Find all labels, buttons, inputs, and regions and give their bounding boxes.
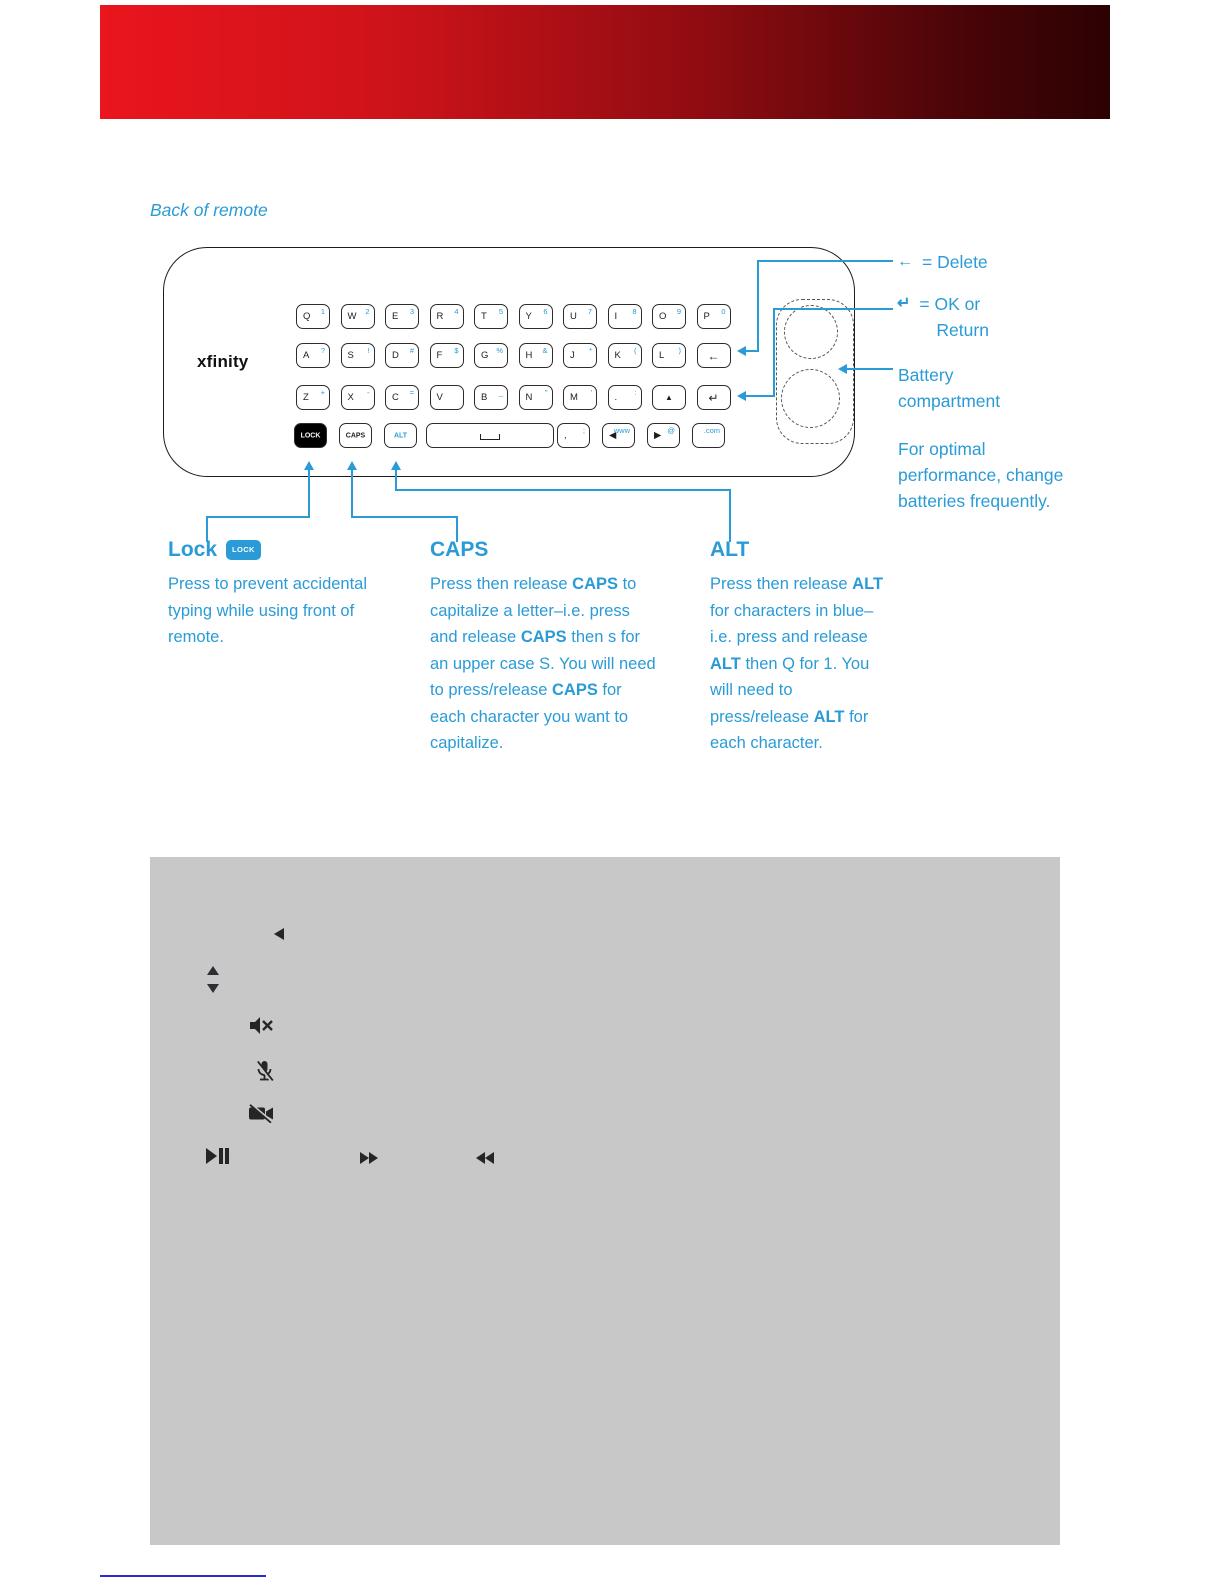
key-space — [426, 423, 554, 448]
delete-arrow-icon: ← — [897, 253, 913, 270]
key-J: J * — [563, 343, 597, 368]
key-return: ↵ — [697, 385, 731, 410]
key-B: B _ — [474, 385, 508, 410]
up-arrow-icon — [207, 966, 219, 975]
xfinity-logo: xfinity — [197, 352, 249, 371]
rewind-icon — [476, 1151, 494, 1169]
key-backspace: ← — [697, 343, 731, 368]
key-dot-com: .com — [692, 423, 725, 448]
lock-connector-line — [206, 516, 310, 518]
key-lock: LOCK — [294, 423, 327, 448]
key-G: G % — [474, 343, 508, 368]
key-cursor-right: ▶ @ — [647, 423, 680, 448]
key-M: M ' — [563, 385, 597, 410]
battery-circle-bottom — [781, 369, 840, 428]
ok-return-callout — [897, 291, 989, 343]
key-up-arrow: ▲ — [652, 385, 686, 410]
lock-section-body: Press to prevent accidental typing while using front of remote. — [168, 575, 368, 646]
delete-callout — [897, 249, 988, 275]
key-Q: Q 1 — [296, 304, 330, 329]
footer-link[interactable] — [100, 1575, 266, 1577]
key-N: N " — [519, 385, 553, 410]
key-A: A ? — [296, 343, 330, 368]
battery-circle-top — [784, 305, 838, 359]
remote-back-diagram — [163, 247, 855, 477]
delete-label: = Delete — [922, 252, 988, 272]
info-panel — [150, 857, 1060, 1545]
key-period: . : — [608, 385, 642, 410]
key-alt: ALT — [384, 423, 417, 448]
lock-key-badge: LOCK — [226, 540, 261, 560]
left-triangle-icon — [274, 928, 284, 940]
alt-connector-line — [395, 489, 731, 491]
key-I: I 8 — [608, 304, 642, 329]
key-K: K ( — [608, 343, 642, 368]
fast-forward-icon — [360, 1151, 378, 1169]
camera-off-icon — [248, 1104, 275, 1128]
key-cursor-left: ◀ www — [602, 423, 635, 448]
ok-label-line2: Return — [936, 320, 989, 340]
lock-section — [168, 538, 380, 651]
key-U: U 7 — [563, 304, 597, 329]
key-H: H & — [519, 343, 553, 368]
key-R: R 4 — [430, 304, 464, 329]
caps-section — [430, 538, 656, 757]
delete-connector-line — [757, 261, 759, 352]
header-banner — [100, 5, 1110, 119]
ok-connector-line — [773, 309, 775, 397]
key-P: P 0 — [697, 304, 731, 329]
delete-connector-line — [757, 260, 893, 262]
caps-connector-line — [351, 516, 458, 518]
caps-section-body: Press then release CAPS to capitalize a letter–i.e. press and release CAPS then s for an upper case S. You will need to press/release CAPS for each character you want to capitalize. — [430, 575, 656, 752]
key-E: E 3 — [385, 304, 419, 329]
lock-section-title: Lock — [168, 538, 218, 561]
key-L: L ) — [652, 343, 686, 368]
alt-section-title: ALT — [710, 538, 750, 561]
play-pause-icon — [206, 1148, 229, 1169]
key-X: X - — [341, 385, 375, 410]
key-O: O 9 — [652, 304, 686, 329]
ok-connector-line — [773, 308, 893, 310]
key-Y: Y 6 — [519, 304, 553, 329]
lock-connector-line — [308, 469, 310, 518]
key-C: C = — [385, 385, 419, 410]
key-S: S ! — [341, 343, 375, 368]
back-of-remote-label: Back of remote — [150, 200, 268, 220]
keyboard — [164, 248, 854, 476]
key-F: F $ — [430, 343, 464, 368]
ok-label-line1: = OK or — [919, 294, 981, 314]
volume-mute-icon — [249, 1015, 276, 1041]
ok-connector-line — [745, 395, 775, 397]
key-caps: CAPS — [339, 423, 372, 448]
alt-section — [710, 538, 894, 757]
mic-mute-icon — [255, 1060, 274, 1090]
down-arrow-icon — [207, 984, 219, 993]
key-Z: Z + — [296, 385, 330, 410]
battery-connector-line — [846, 368, 893, 370]
key-D: D # — [385, 343, 419, 368]
key-T: T 5 — [474, 304, 508, 329]
key-comma: , ; — [557, 423, 590, 448]
battery-compartment-label: Battery compartment — [898, 365, 1001, 411]
alt-section-body: Press then release ALT for characters in blue–i.e. press and release ALT then Q for 1. You will need to press/release ALT for each character. — [710, 575, 884, 752]
alt-connector-line — [729, 489, 731, 542]
battery-note: For optimal performance, change batteries frequently. — [898, 439, 1064, 511]
key-V: V — [430, 385, 464, 410]
return-icon: ↵ — [897, 295, 911, 312]
alt-connector-line — [395, 469, 397, 491]
caps-section-title: CAPS — [430, 538, 489, 561]
key-W: W 2 — [341, 304, 375, 329]
caps-connector-line — [351, 469, 353, 518]
